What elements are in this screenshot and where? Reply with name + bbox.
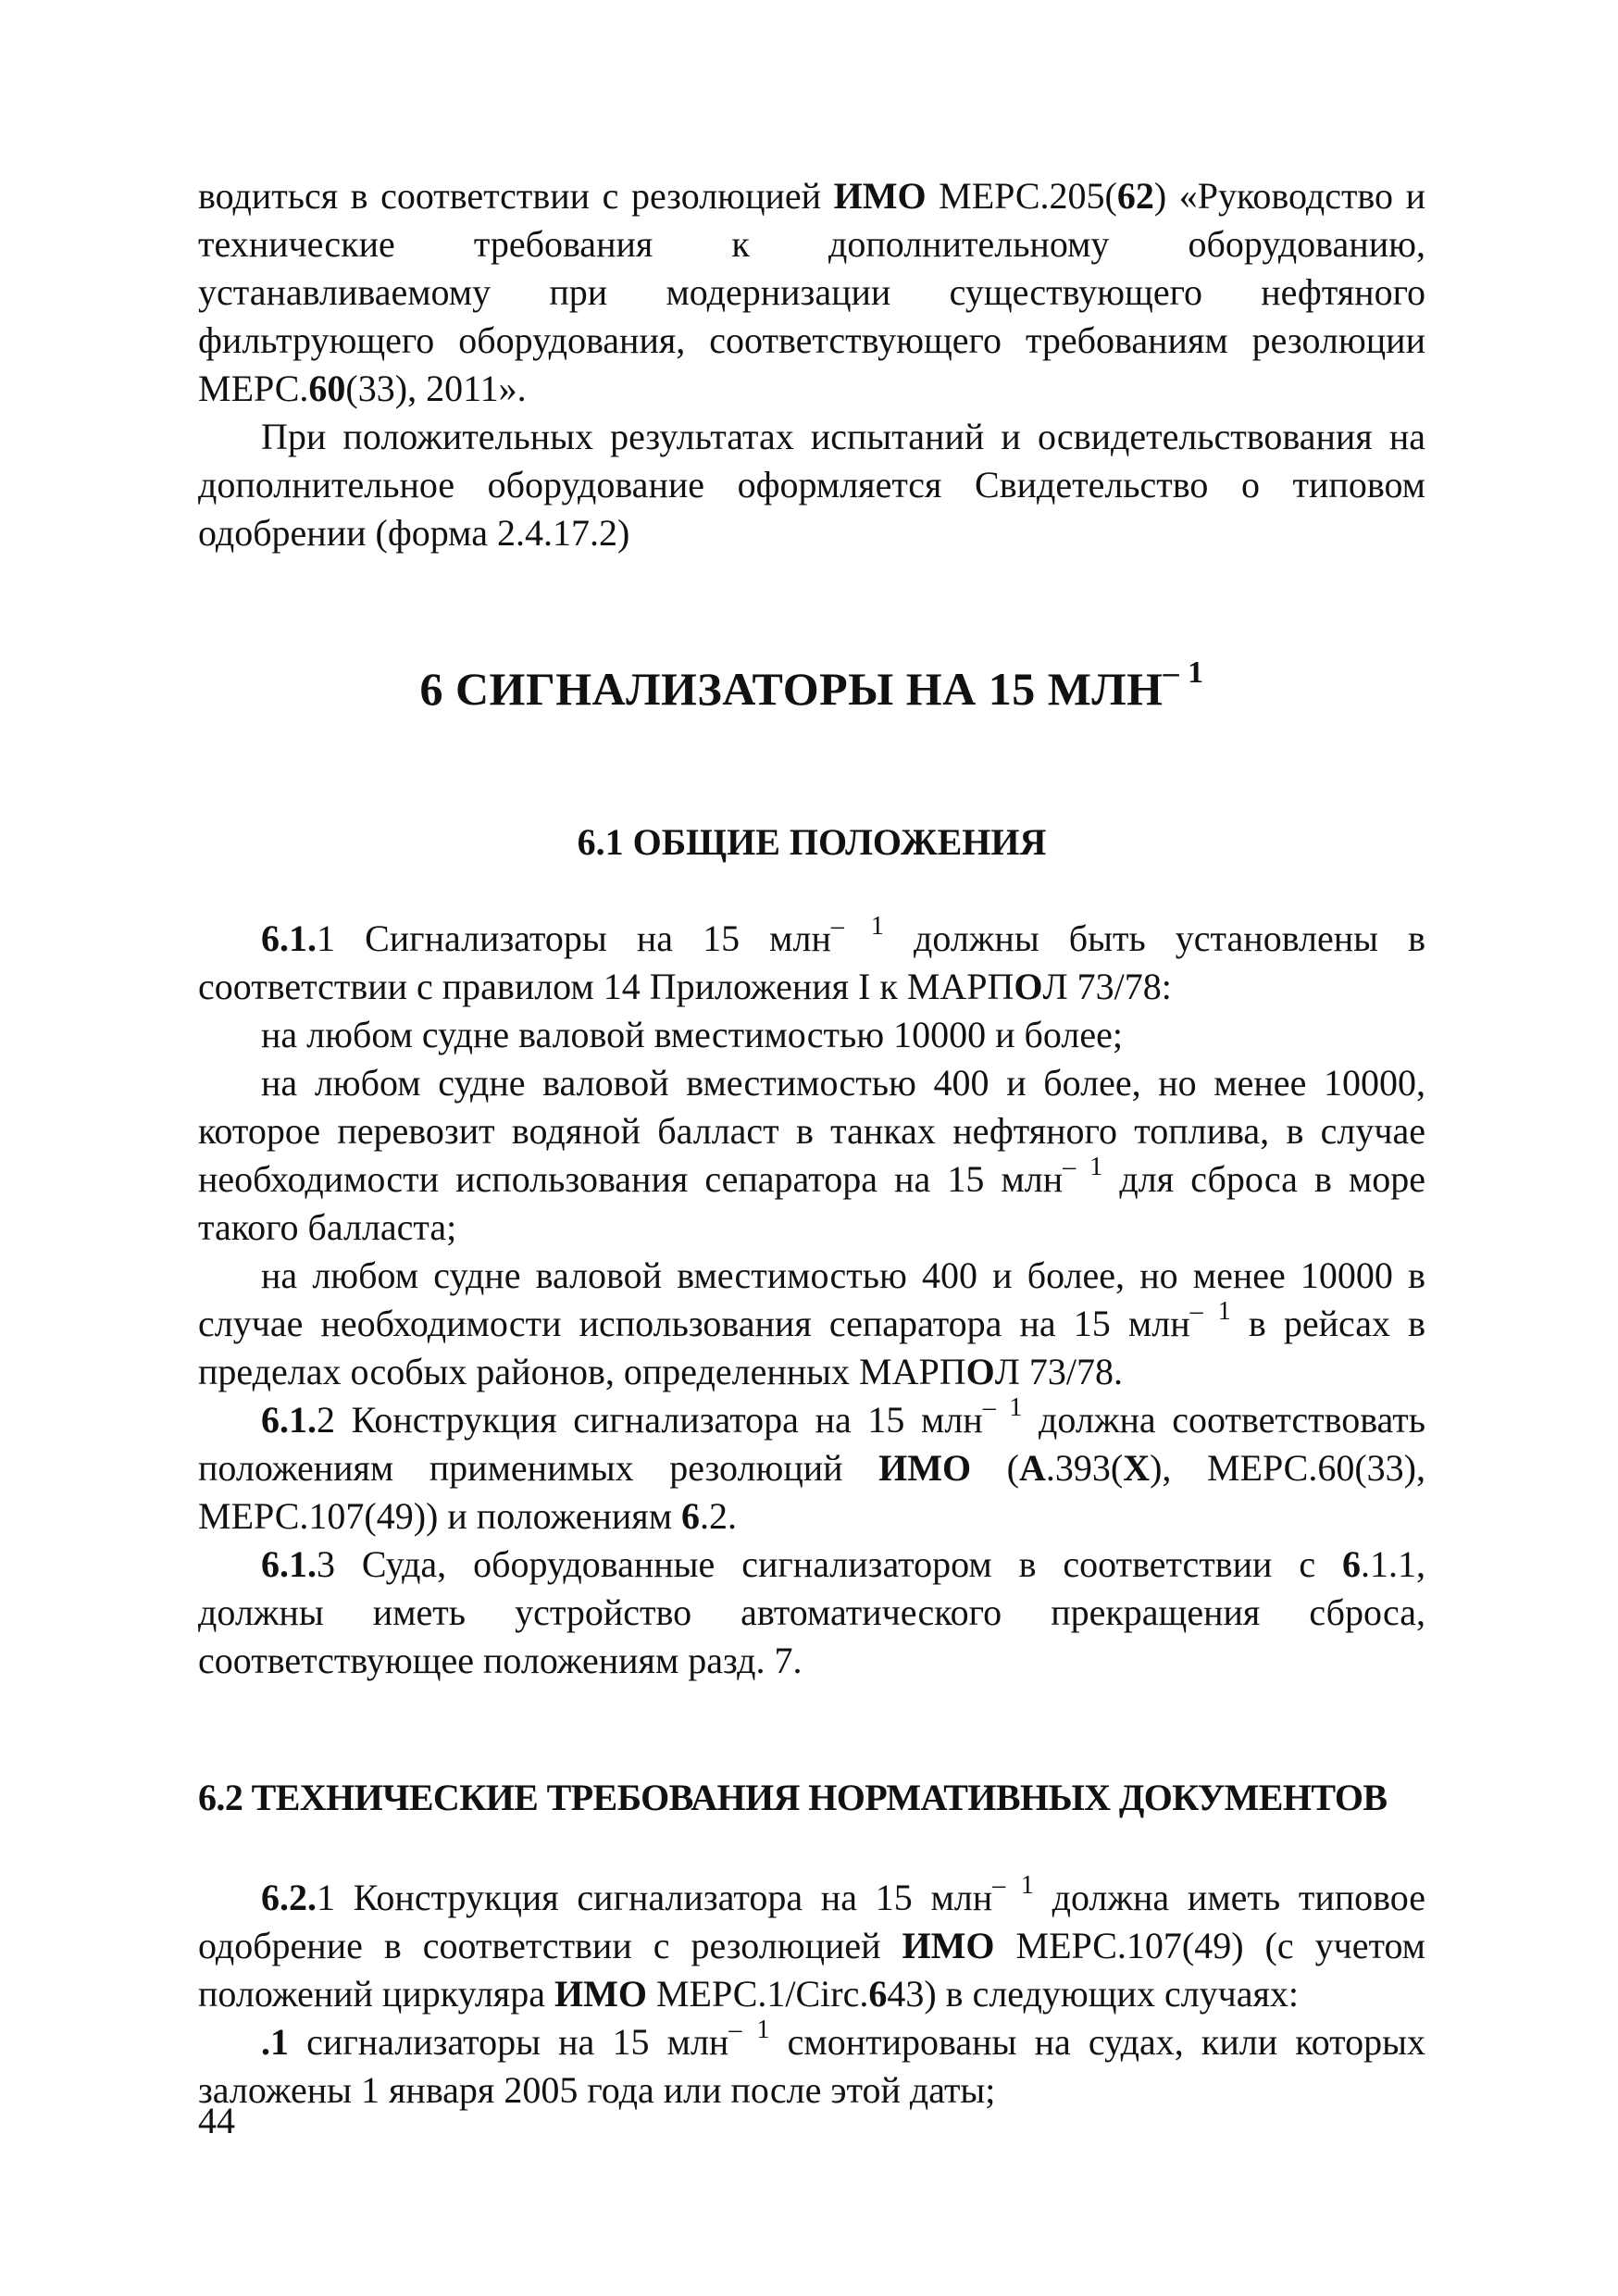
paragraph-6-2-1 (198, 1871, 1425, 2018)
exponent: – 1 (1189, 1297, 1231, 1326)
text-run: МЕРС.1/Circ. (646, 1973, 869, 2015)
text-run: (33), 2011». (345, 368, 527, 409)
text-run-bold: 6 (1342, 1543, 1361, 1585)
text-run-bold: О (1014, 966, 1043, 1007)
clause-number: 2 (317, 1399, 335, 1441)
text-run: МЕРС.205( (926, 175, 1117, 217)
text-run: ) «Руководство и технические требования к дополнительному оборудованию, устанавливаемому при модернизации существующего нефтяного фильтрующего оборудования, соответствующего требованиям резолюции МЕРС. (198, 175, 1425, 409)
clause-number: 6.2. (261, 1877, 317, 1918)
text-run: должна иметь типовое одобрение в соответствии с резолюцией (198, 1877, 1425, 1966)
text-run: МЕРС.107(49) (с учетом положений циркуляра (198, 1925, 1425, 2015)
exponent: – 1 (982, 1393, 1023, 1422)
text-run: .393( (1045, 1447, 1124, 1489)
list-item-1: на любом судне валовой вместимостью 10000 и более; (261, 1014, 1123, 1055)
clause-number: 1 (317, 1877, 335, 1918)
text-run: .2. (700, 1495, 738, 1537)
text-run: на любом судне валовой вместимостью 400 и более, но менее 10000 в случае необходимости использования сепаратора на 15 млн (198, 1254, 1425, 1344)
exponent: – 1 (830, 912, 884, 941)
section-title-text: 2 ТЕХНИЧЕСКИЕ ТРЕБОВАНИЯ НОРМАТИВНЫХ ДОКУМЕНТОВ (224, 1777, 1388, 1818)
document-page (198, 172, 1425, 2115)
text-run: ), МЕРС.60(33), МЕРС.107(49)) и положениям (198, 1447, 1426, 1537)
clause-number: 3 (317, 1543, 335, 1585)
clause-number: 6.1. (261, 917, 317, 959)
list-item-2 (198, 1059, 1425, 1252)
chapter-title (198, 655, 1425, 718)
text-run: смонтированы на судах, кили которых заложены 1 января 2005 года или после этой даты; (198, 2021, 1425, 2111)
text-run: Л 73/78: (1042, 966, 1172, 1007)
exponent: – 1 (1063, 1153, 1103, 1181)
text-run: Конструкция сигнализатора на 15 млн (335, 1399, 983, 1441)
text-run-bold: А (1018, 1447, 1046, 1489)
text-run-bold: ИМО (878, 1447, 972, 1489)
text-run: ( (971, 1447, 1019, 1489)
chapter-title-text: 6 СИГНАЛИЗАТОРЫ НА 15 МЛН (419, 663, 1164, 715)
text-run-bold: О (965, 1351, 995, 1392)
section-number: 6. (198, 1777, 225, 1818)
text-run-bold: 62 (1116, 175, 1154, 217)
sub-item-1 (198, 2015, 1425, 2115)
page-number: 44 (198, 2100, 235, 2141)
text-run-bold: ИМО (833, 175, 927, 217)
paragraph-6-1-1 (198, 912, 1426, 1011)
text-run-bold: ИМО (902, 1925, 995, 1966)
text-run: водиться в соответствии с резолюцией (198, 175, 834, 217)
text-run: 43) в следующих случаях: (887, 1973, 1300, 2015)
chapter-title-exponent: – 1 (1163, 655, 1204, 690)
paragraph-6-1-2 (198, 1393, 1426, 1541)
text-run: на любом судне валовой вместимостью 400 и более, но менее 10000, которое перевозит водяной балласт в танках нефтяного топлива, в случае необходимости использования сепаратора на 15 млн (198, 1062, 1425, 1200)
section-number: 6. (577, 821, 605, 863)
text-run: Конструкция сигнализатора на 15 млн (335, 1877, 993, 1918)
text-run-bold: 6 (681, 1495, 701, 1537)
text-run-bold: Х (1123, 1447, 1151, 1489)
list-item-3 (198, 1252, 1425, 1396)
exponent: – 1 (728, 2015, 770, 2044)
text-run: должна соответствовать положениям применимых резолюций (198, 1399, 1425, 1489)
text-run: для сброса в море такого балласта; (198, 1158, 1426, 1248)
section-title-text: 1 ОБЩИЕ ПОЛОЖЕНИЯ (604, 821, 1047, 863)
paragraph-6-1-3 (198, 1541, 1425, 1685)
text-run: Сигнализаторы на 15 млн (335, 917, 831, 959)
section-6-2-title (198, 1774, 1425, 1822)
clause-number: 1 (317, 917, 335, 959)
sub-item-number: .1 (261, 2021, 289, 2063)
text-run: сигнализаторы на 15 млн (289, 2021, 729, 2063)
text-run: должны быть установлены в соответствии с правилом 14 Приложения I к МАРП (198, 917, 1426, 1007)
text-run-bold: 6 (868, 1973, 888, 2015)
text-run: Л 73/78. (994, 1351, 1123, 1392)
text-run: .1.1, должны иметь устройство автоматического прекращения сброса, соответствующее положениям разд. 7. (198, 1543, 1425, 1681)
clause-number: 6.1. (261, 1399, 317, 1441)
clause-number: 6.1. (261, 1543, 317, 1585)
text-run-bold: 60 (308, 368, 346, 409)
intro-paragraph-2: При положительных результатах испытаний и освидетельствования на дополнительное оборудование оформляется Свидетельство о типовом одобрении (форма 2.4.17.2) (198, 416, 1425, 554)
text-run: в рейсах в пределах особых районов, определенных МАРП (198, 1303, 1426, 1392)
text-run: Суда, оборудованные сигнализатором в соответствии с (335, 1543, 1342, 1585)
section-6-1-title (198, 818, 1425, 867)
text-run-bold: ИМО (554, 1973, 647, 2015)
exponent: – 1 (992, 1871, 1034, 1900)
intro-paragraph-1 (198, 172, 1425, 413)
